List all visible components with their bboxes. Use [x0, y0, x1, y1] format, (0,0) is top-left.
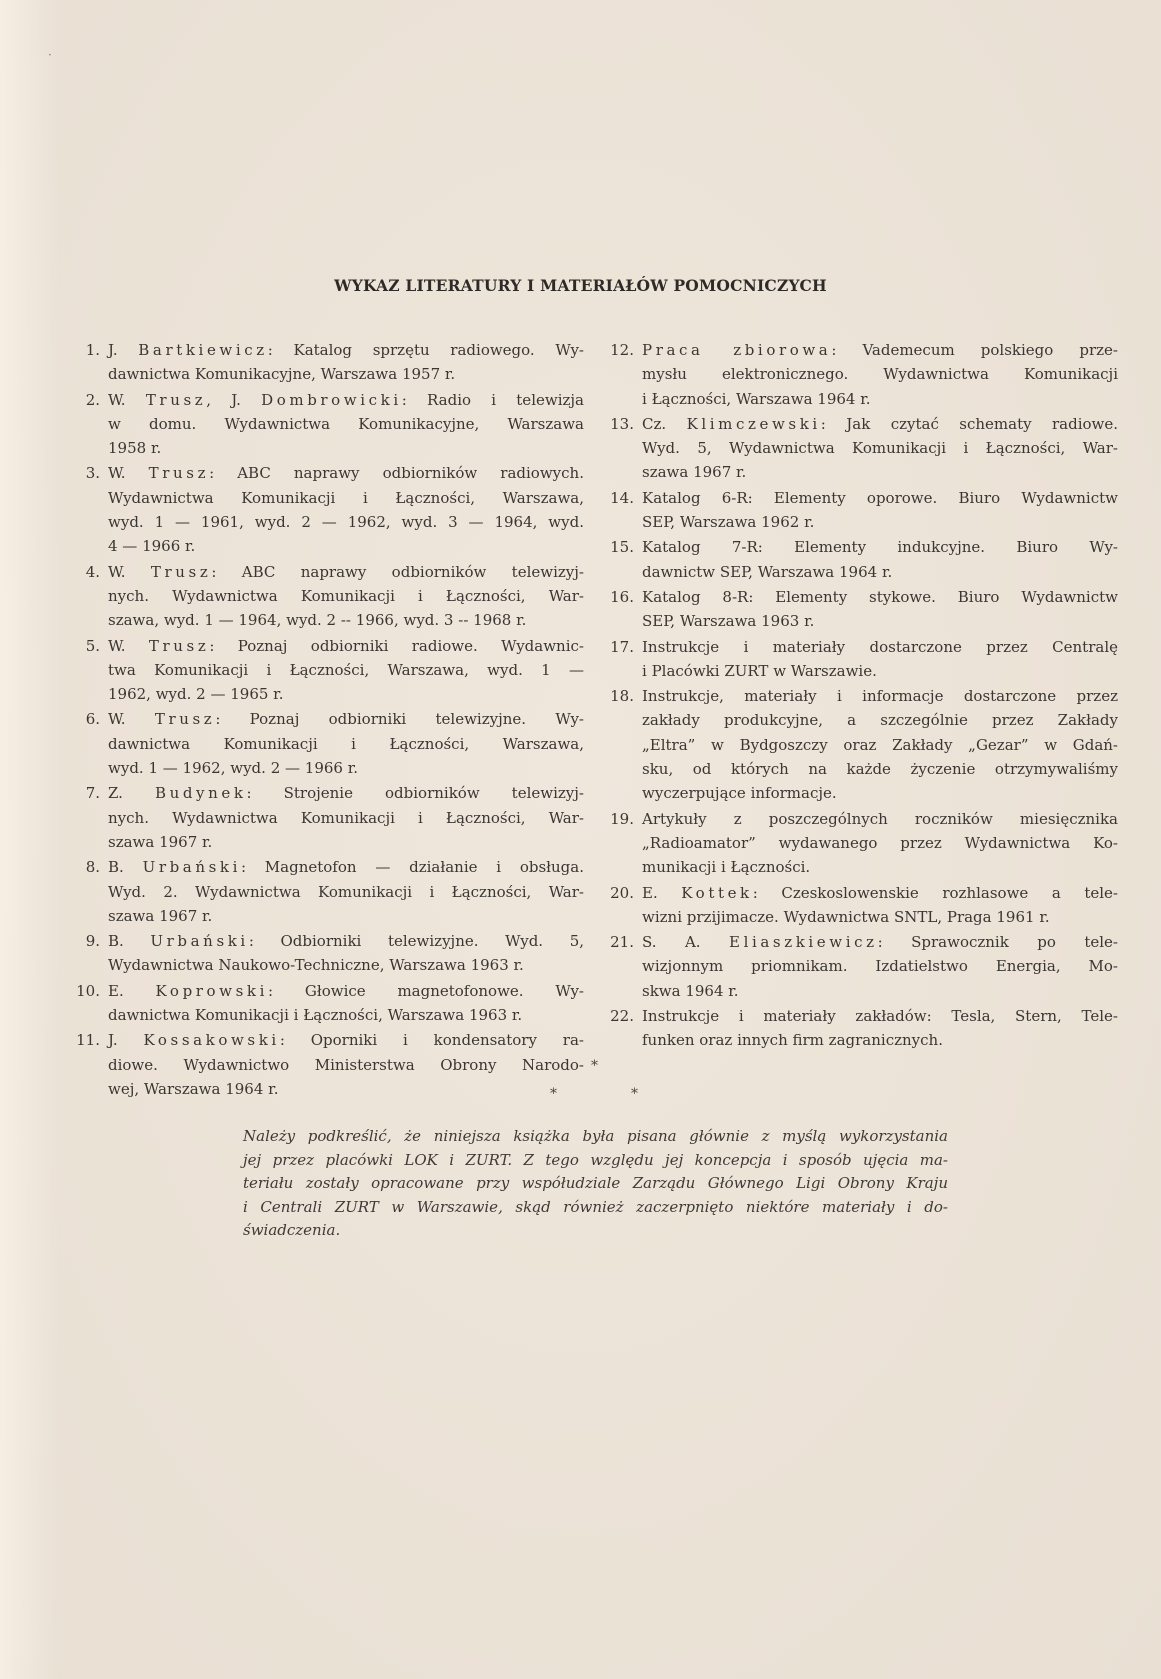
author-name: Bartkiewicz — [138, 341, 268, 359]
entry-line-text: 1962, wyd. 2 — 1965 r. — [108, 685, 284, 704]
entry-line — [642, 831, 1118, 855]
entry-line-text: 1958 r. — [108, 439, 162, 458]
entry-line-text: mysłu elektronicznego. Wydawnictwa Komunikacji — [642, 365, 1118, 384]
bibliography-entry — [70, 560, 584, 633]
entry-line — [642, 881, 1118, 905]
entry-line-text: : ABC naprawy odbiorników radiowych. — [209, 464, 584, 483]
entry-line-text: : Odbiorniki telewizyjne. Wyd. 5, — [248, 932, 585, 951]
entry-line-text: Wyd. 2. Wydawnictwa Komunikacji i Łączności, War- — [108, 882, 584, 901]
author-name: Trusz — [148, 636, 210, 655]
author-name: Urbański — [142, 858, 241, 877]
entry-line — [108, 953, 584, 977]
entry-text — [642, 535, 1118, 584]
entry-line-text: Katalog 6-R: Elementy oporowe. Biuro Wydawnictw — [642, 488, 1118, 507]
author-name: Urbański — [150, 932, 249, 951]
entry-line — [108, 1028, 584, 1052]
entry-line-text: : Czeskoslowenskie rozhlasowe a tele- — [752, 883, 1118, 902]
author-name: Budynek — [154, 784, 247, 803]
bibliography-entry — [604, 412, 1118, 485]
entry-text — [642, 338, 1118, 411]
entry-text — [642, 881, 1118, 930]
entry-line — [108, 634, 584, 658]
closing-note — [243, 1125, 948, 1243]
bibliography-right-column — [604, 338, 1118, 1054]
entry-line — [642, 412, 1118, 436]
entry-line — [108, 855, 584, 879]
entry-line-text: twa Komunikacji i Łączności, Warszawa, wyd. 1 — — [108, 660, 584, 679]
bibliography-entry — [70, 1028, 584, 1101]
entry-text — [108, 979, 584, 1028]
entry-line-text: Katalog 8-R: Elementy stykowe. Biuro Wydawnictw — [642, 587, 1118, 606]
entry-line — [642, 560, 1118, 584]
entry-text — [108, 781, 584, 854]
entry-line — [642, 510, 1118, 534]
entry-line — [642, 905, 1118, 929]
entry-line-text: skwa 1964 r. — [642, 981, 739, 1000]
entry-line — [642, 708, 1118, 732]
entry-line — [642, 609, 1118, 633]
entry-line-text: Artykuły z poszczególnych roczników miesięcznika — [642, 809, 1118, 828]
entry-text — [642, 486, 1118, 535]
entry-number: 12. — [610, 341, 634, 359]
entry-line-text: : Strojenie odbiorników telewizyj- — [246, 784, 584, 803]
entry-line-text: szawa, wyd. 1 — 1964, wyd. 2 -- 1966, wyd. 3 -- 1968 r. — [108, 611, 527, 630]
entry-number: 15. — [610, 538, 634, 557]
author-name: Trusz — [154, 710, 216, 729]
entry-text — [642, 807, 1118, 880]
bibliography-entry — [70, 338, 584, 387]
entry-line-text: J. — [108, 1031, 144, 1050]
entry-line — [108, 608, 584, 632]
asterisk-right: * — [631, 1086, 638, 1102]
bibliography-entry — [70, 979, 584, 1028]
entry-line — [642, 362, 1118, 386]
entry-text — [108, 388, 584, 461]
page-title: WYKAZ LITERATURY I MATERIAŁÓW POMOCNICZYCH — [334, 276, 827, 295]
author-name: Dombrowicki — [261, 390, 402, 409]
entry-line-text: Cz. — [642, 414, 687, 433]
entry-line-text: E. — [642, 883, 682, 902]
entry-line — [642, 807, 1118, 831]
entry-text — [108, 461, 584, 558]
entry-line-text: nych. Wydawnictwa Komunikacji i Łączności, War- — [108, 808, 584, 827]
entry-line — [108, 510, 584, 534]
entry-number: 6. — [85, 710, 100, 729]
entry-line-text: wyczerpujące informacje. — [642, 784, 837, 803]
entry-line — [108, 560, 584, 584]
entry-line-text: SEP, Warszawa 1963 r. — [642, 612, 815, 631]
entry-line — [642, 1004, 1118, 1028]
entry-line-text: „Eltra” w Bydgoszczy oraz Zakłady „Gezar” w Gdań- — [642, 735, 1118, 754]
entry-line-text: Z. — [108, 784, 155, 803]
entry-number: 9. — [85, 932, 100, 951]
author-name: Koprowski — [155, 981, 268, 1000]
entry-line — [642, 1028, 1118, 1052]
author-name: Eliaszkiewicz — [729, 933, 878, 952]
closing-note-line: Należy podkreślić, że niniejsza książka była pisana głównie z myślą wykorzystania — [243, 1127, 948, 1145]
entry-line-text: : Vademecum polskiego prze- — [831, 341, 1118, 359]
entry-line — [642, 486, 1118, 510]
entry-line — [642, 659, 1118, 683]
author-name: Trusz — [148, 464, 210, 483]
bibliography-entry — [604, 338, 1118, 411]
bibliography-entry — [70, 781, 584, 854]
bibliography-entry — [604, 881, 1118, 930]
author-name: Trusz — [145, 390, 207, 409]
bibliography-entry — [604, 535, 1118, 584]
entry-line-text: W. — [108, 464, 149, 483]
entry-number: 4. — [85, 562, 100, 581]
entry-line-text: : Sprawocznik po tele- — [877, 933, 1118, 952]
entry-line-text: : Poznaj odbiorniki telewizyjne. Wy- — [215, 710, 584, 729]
entry-line — [108, 584, 584, 608]
entry-text — [108, 1028, 584, 1101]
entry-line-text: szawa 1967 r. — [108, 832, 213, 851]
bibliography-entry — [604, 684, 1118, 805]
entry-line — [108, 732, 584, 756]
entry-line — [108, 830, 584, 854]
author-name: Klimczewski — [686, 414, 821, 433]
entry-line — [642, 387, 1118, 411]
entry-line — [108, 486, 584, 510]
author-name: Kossakowski — [143, 1031, 280, 1050]
bibliography-entry — [604, 635, 1118, 684]
entry-line — [642, 954, 1118, 978]
entry-text — [642, 635, 1118, 684]
entry-number: 10. — [76, 981, 100, 1000]
entry-line — [642, 930, 1118, 954]
entry-line — [108, 1077, 584, 1101]
entry-line — [108, 1053, 584, 1077]
entry-line — [108, 707, 584, 731]
entry-line — [642, 635, 1118, 659]
entry-text — [642, 684, 1118, 805]
entry-line — [108, 756, 584, 780]
author-name: Trusz — [150, 562, 212, 581]
entry-line-text: : Oporniki i kondensatory ra- — [279, 1031, 584, 1050]
entry-line-text: W. — [108, 710, 155, 729]
entry-number: 13. — [610, 414, 634, 433]
entry-line — [642, 436, 1118, 460]
entry-line — [108, 461, 584, 485]
entry-line-text: zakłady produkcyjne, a szczególnie przez Zakłady — [642, 711, 1118, 730]
entry-line — [108, 362, 584, 386]
entry-number: 1. — [85, 341, 100, 359]
entry-line-text: Wydawnictwa Naukowo-Techniczne, Warszawa 1963 r. — [108, 956, 524, 975]
entry-text — [108, 855, 584, 928]
entry-number: 18. — [610, 687, 634, 706]
bibliography-entry — [604, 1004, 1118, 1053]
asterisk-left: * — [550, 1086, 557, 1102]
entry-number: 8. — [85, 858, 100, 877]
entry-line-text: W. — [108, 390, 146, 409]
entry-line-text: E. — [108, 981, 156, 1000]
entry-line-text: munikacji i Łączności. — [642, 858, 811, 877]
entry-number: 20. — [610, 883, 634, 902]
bibliography-entry — [604, 930, 1118, 1003]
entry-number: 14. — [610, 488, 634, 507]
entry-line — [642, 781, 1118, 805]
entry-line-text: : Głowice magnetofonowe. Wy- — [268, 981, 584, 1000]
entry-line-text: B. — [108, 858, 143, 877]
bibliography-entry — [604, 807, 1118, 880]
entry-line-text: dawnictwa Komunikacyjne, Warszawa 1957 r. — [108, 365, 456, 384]
entry-line — [108, 1003, 584, 1027]
entry-line-text: : Jak czytać schematy radiowe. — [820, 414, 1119, 433]
entry-line — [108, 388, 584, 412]
entry-line — [108, 682, 584, 706]
bibliography-entry — [70, 634, 584, 707]
entry-line-text: J. — [108, 341, 139, 359]
entry-text — [108, 338, 584, 387]
entry-line-text: szawa 1967 r. — [642, 463, 747, 482]
bibliography-entry — [604, 585, 1118, 634]
entry-line-text: szawa 1967 r. — [108, 906, 213, 925]
entry-line-text: Wyd. 5, Wydawnictwa Komunikacji i Łączności, War- — [642, 439, 1118, 458]
entry-line-text: wyd. 1 — 1961, wyd. 2 — 1962, wyd. 3 — 1964, wyd. — [108, 513, 584, 532]
entry-line-text: wej, Warszawa 1964 r. — [108, 1079, 279, 1098]
bibliography-left-column — [70, 338, 584, 1102]
entry-line-text: Katalog 7-R: Elementy indukcyjne. Biuro Wy- — [642, 538, 1118, 557]
bibliography-entry — [70, 929, 584, 978]
entry-line-text: W. — [108, 636, 149, 655]
entry-line — [108, 338, 584, 362]
entry-line — [108, 806, 584, 830]
entry-line — [642, 460, 1118, 484]
entry-line-text: wizni przijimacze. Wydawnictwa SNTL, Praga 1961 r. — [642, 907, 1050, 926]
entry-line-text: i Placówki ZURT w Warszawie. — [642, 661, 877, 680]
entry-line — [642, 585, 1118, 609]
entry-line-text: Instrukcje, materiały i informacje dostarczone przez — [642, 687, 1118, 706]
closing-note-line: teriału zostały opracowane przy współudziale Zarządu Głównego Ligi Obrony Kraju — [243, 1174, 948, 1192]
entry-line — [108, 436, 584, 460]
entry-line-text: : Magnetofon — działanie i obsługa. — [240, 858, 584, 877]
entry-text — [642, 585, 1118, 634]
entry-line-text: W. — [108, 562, 151, 581]
entry-number: 21. — [610, 933, 634, 952]
entry-line-text: dawnictwa Komunikacji i Łączności, Warszawa, — [108, 734, 584, 753]
entry-number: 19. — [610, 809, 634, 828]
entry-line-text: wizjonnym priomnikam. Izdatielstwo Energia, Mo- — [642, 957, 1118, 976]
entry-line — [108, 781, 584, 805]
entry-line-text: „Radioamator” wydawanego przez Wydawnictwa Ko- — [642, 833, 1118, 852]
entry-line-text: Wydawnictwa Komunikacji i Łączności, Warszawa, — [108, 488, 584, 507]
closing-note-line: świadczenia. — [243, 1221, 341, 1239]
entry-number: 5. — [85, 636, 100, 655]
entry-line — [108, 412, 584, 436]
entry-line-text: : Katalog sprzętu radiowego. Wy- — [267, 341, 584, 359]
entry-line — [642, 979, 1118, 1003]
entry-number: 16. — [610, 587, 634, 606]
entry-number: 7. — [85, 784, 100, 803]
entry-text — [108, 707, 584, 780]
entry-number: 11. — [76, 1031, 100, 1050]
entry-line — [108, 658, 584, 682]
entry-text — [108, 560, 584, 633]
entry-line — [642, 684, 1118, 708]
entry-line — [108, 929, 584, 953]
entry-line-text: i Łączności, Warszawa 1964 r. — [642, 389, 871, 408]
entry-line-text: Instrukcje i materiały zakładów: Tesla, Stern, Tele- — [642, 1007, 1118, 1026]
bibliography-entry — [70, 707, 584, 780]
entry-line-text: dawnictw SEP, Warszawa 1964 r. — [642, 562, 893, 581]
entry-line — [108, 880, 584, 904]
entry-number: 17. — [610, 637, 634, 656]
entry-line — [642, 338, 1118, 362]
entry-number: 2. — [85, 390, 100, 409]
entry-line-text: SEP, Warszawa 1962 r. — [642, 513, 815, 532]
entry-line-text: w domu. Wydawnictwa Komunikacyjne, Warszawa — [108, 414, 584, 433]
entry-number: 3. — [85, 464, 100, 483]
entry-line-text: dawnictwa Komunikacji i Łączności, Warszawa 1963 r. — [108, 1006, 523, 1025]
entry-line-text: diowe. Wydawnictwo Ministerstwa Obrony Narodo- — [108, 1055, 584, 1074]
bibliography-entry — [70, 855, 584, 928]
entry-line-text: B. — [108, 932, 151, 951]
bibliography-entry — [604, 486, 1118, 535]
asterisk-top: * — [591, 1058, 598, 1074]
entry-line — [642, 733, 1118, 757]
entry-number: 22. — [610, 1007, 634, 1026]
bibliography-entry — [70, 388, 584, 461]
entry-line — [642, 535, 1118, 559]
author-name: Praca zbiorowa — [642, 341, 832, 359]
entry-line-text: : ABC naprawy odbiorników telewizyj- — [211, 562, 584, 581]
entry-line — [108, 979, 584, 1003]
entry-text — [642, 930, 1118, 1003]
entry-line — [108, 534, 584, 558]
entry-line-text: nych. Wydawnictwa Komunikacji i Łączności, War- — [108, 586, 584, 605]
bibliography-entry — [70, 461, 584, 558]
entry-line — [642, 757, 1118, 781]
entry-text — [108, 929, 584, 978]
entry-line-text: wyd. 1 — 1962, wyd. 2 — 1966 r. — [108, 759, 359, 778]
entry-line-text: : Radio i telewizja — [401, 390, 584, 409]
entry-line-text: S. A. — [642, 933, 730, 952]
entry-line — [108, 904, 584, 928]
entry-line-text: funken oraz innych firm zagranicznych. — [642, 1031, 943, 1050]
entry-text — [108, 634, 584, 707]
closing-note-line: i Centrali ZURT w Warszawie, skąd również zaczerpnięto niektóre materiały i do- — [243, 1197, 948, 1216]
scan-speck: · — [48, 48, 52, 62]
entry-line-text: 4 — 1966 r. — [108, 537, 196, 556]
entry-line-text: : Poznaj odbiorniki radiowe. Wydawnic- — [209, 636, 584, 655]
entry-line — [642, 855, 1118, 879]
entry-line-text: Instrukcje i materiały dostarczone przez Centralę — [642, 637, 1118, 656]
author-name: Kottek — [681, 883, 753, 902]
entry-text — [642, 412, 1118, 485]
entry-line-text: , J. — [206, 390, 262, 409]
entry-text — [642, 1004, 1118, 1053]
closing-note-line: jej przez placówki LOK i ZURT. Z tego względu jej koncepcja i sposób ujęcia ma- — [243, 1150, 948, 1169]
entry-line-text: sku, od których na każde życzenie otrzymywaliśmy — [642, 760, 1118, 779]
